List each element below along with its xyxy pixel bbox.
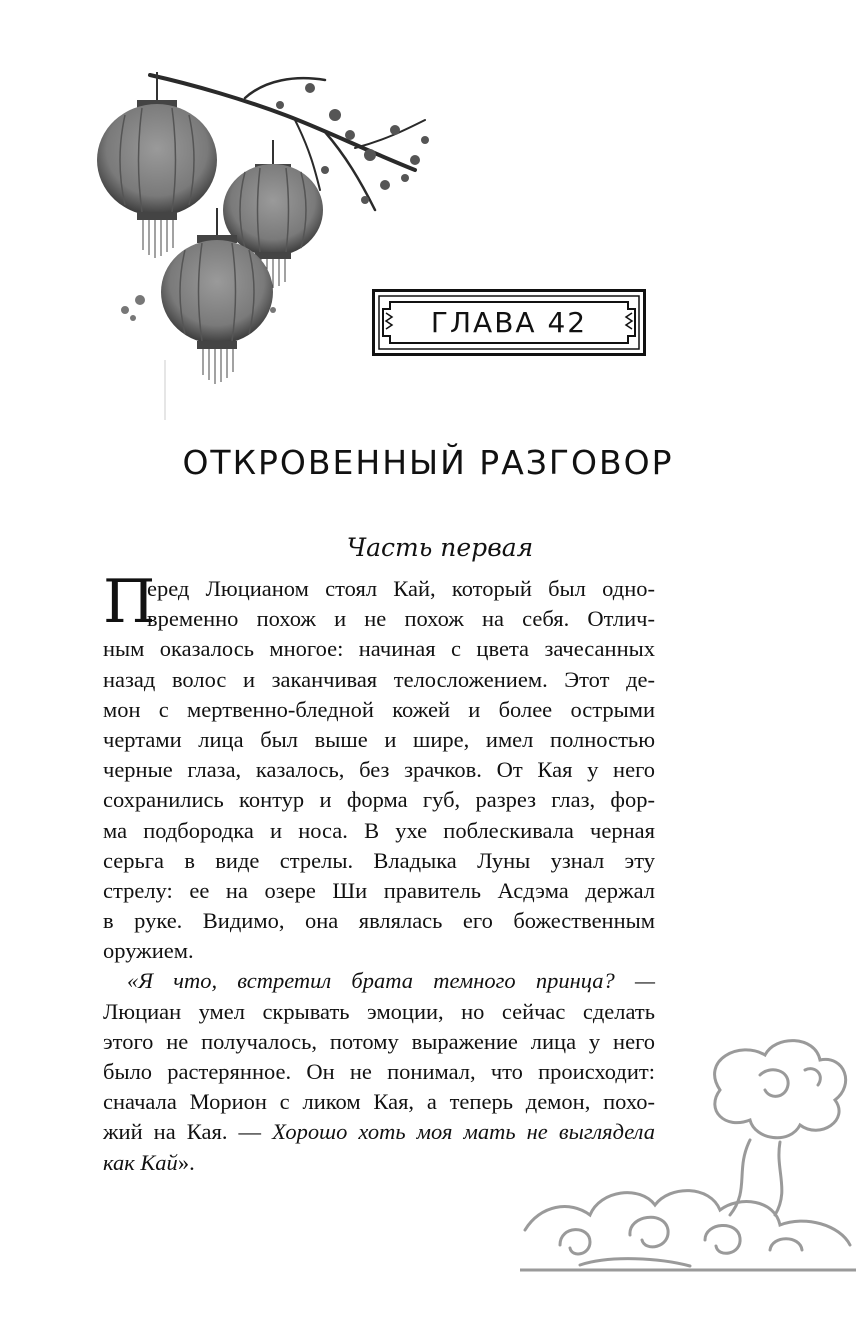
italic-text: Хорошо хоть моя мать не выглядела	[272, 1119, 656, 1145]
text-line	[103, 966, 655, 996]
text-line: ма подбородка и носа. В ухе поблескивала черная	[103, 817, 655, 843]
part-title: Часть первая	[346, 533, 534, 562]
text-line: назад волос и заканчивая телосложением. Этот де-	[103, 666, 655, 692]
text-line: серьга в виде стрелы. Владыка Луны узнал эту	[103, 847, 655, 873]
italic-text: как Кай	[103, 1149, 178, 1175]
clouds-illustration	[520, 1030, 856, 1290]
text-line: оружием.	[103, 938, 194, 964]
text-line: сначала Морион с ликом Кая, а теперь демон, похо-	[103, 1089, 655, 1115]
italic-text: «Я что, встретил брата темного принца? —	[127, 968, 655, 994]
text-line: ным оказалось многое: начиная с цвета зачесанных	[103, 636, 655, 662]
text-line: Люциан умел скрывать эмоции, но сейчас сделать	[103, 998, 655, 1024]
text-line: было растерянное. Он не понимал, что происходит:	[103, 1059, 655, 1084]
chapter-title: ОТКРОВЕННЫЙ РАЗГОВОР	[182, 443, 674, 482]
drop-cap: П	[103, 567, 156, 637]
text-line: в руке. Видимо, она являлась его божественным	[103, 908, 655, 934]
text-line: этого не получалось, потому выражение лица у него	[103, 1028, 655, 1054]
chapter-label-frame	[372, 289, 646, 356]
text-line: сохранились контур и форма губ, разрез глаз, фор-	[103, 787, 655, 813]
text-line: стрелу: ее на озере Ши правитель Асдэма держал	[103, 877, 655, 903]
text-line: мон с мертвенно-бледной кожей и более острыми	[103, 696, 655, 722]
text-line: еред Люцианом стоял Кай, который был одно-	[147, 576, 655, 601]
chapter-number: ГЛАВА 42	[430, 306, 588, 339]
plain-text: ».	[177, 1149, 195, 1175]
text-line: временно похож и не похож на себя. Отлич-	[147, 606, 655, 632]
text-line: черные глаза, казалось, без зрачков. От Кая у него	[103, 757, 655, 783]
plain-text: жий на Кая. —	[103, 1119, 273, 1145]
text-line: чертами лица был выше и шире, имел полностью	[103, 726, 655, 752]
lanterns-illustration	[95, 60, 435, 430]
